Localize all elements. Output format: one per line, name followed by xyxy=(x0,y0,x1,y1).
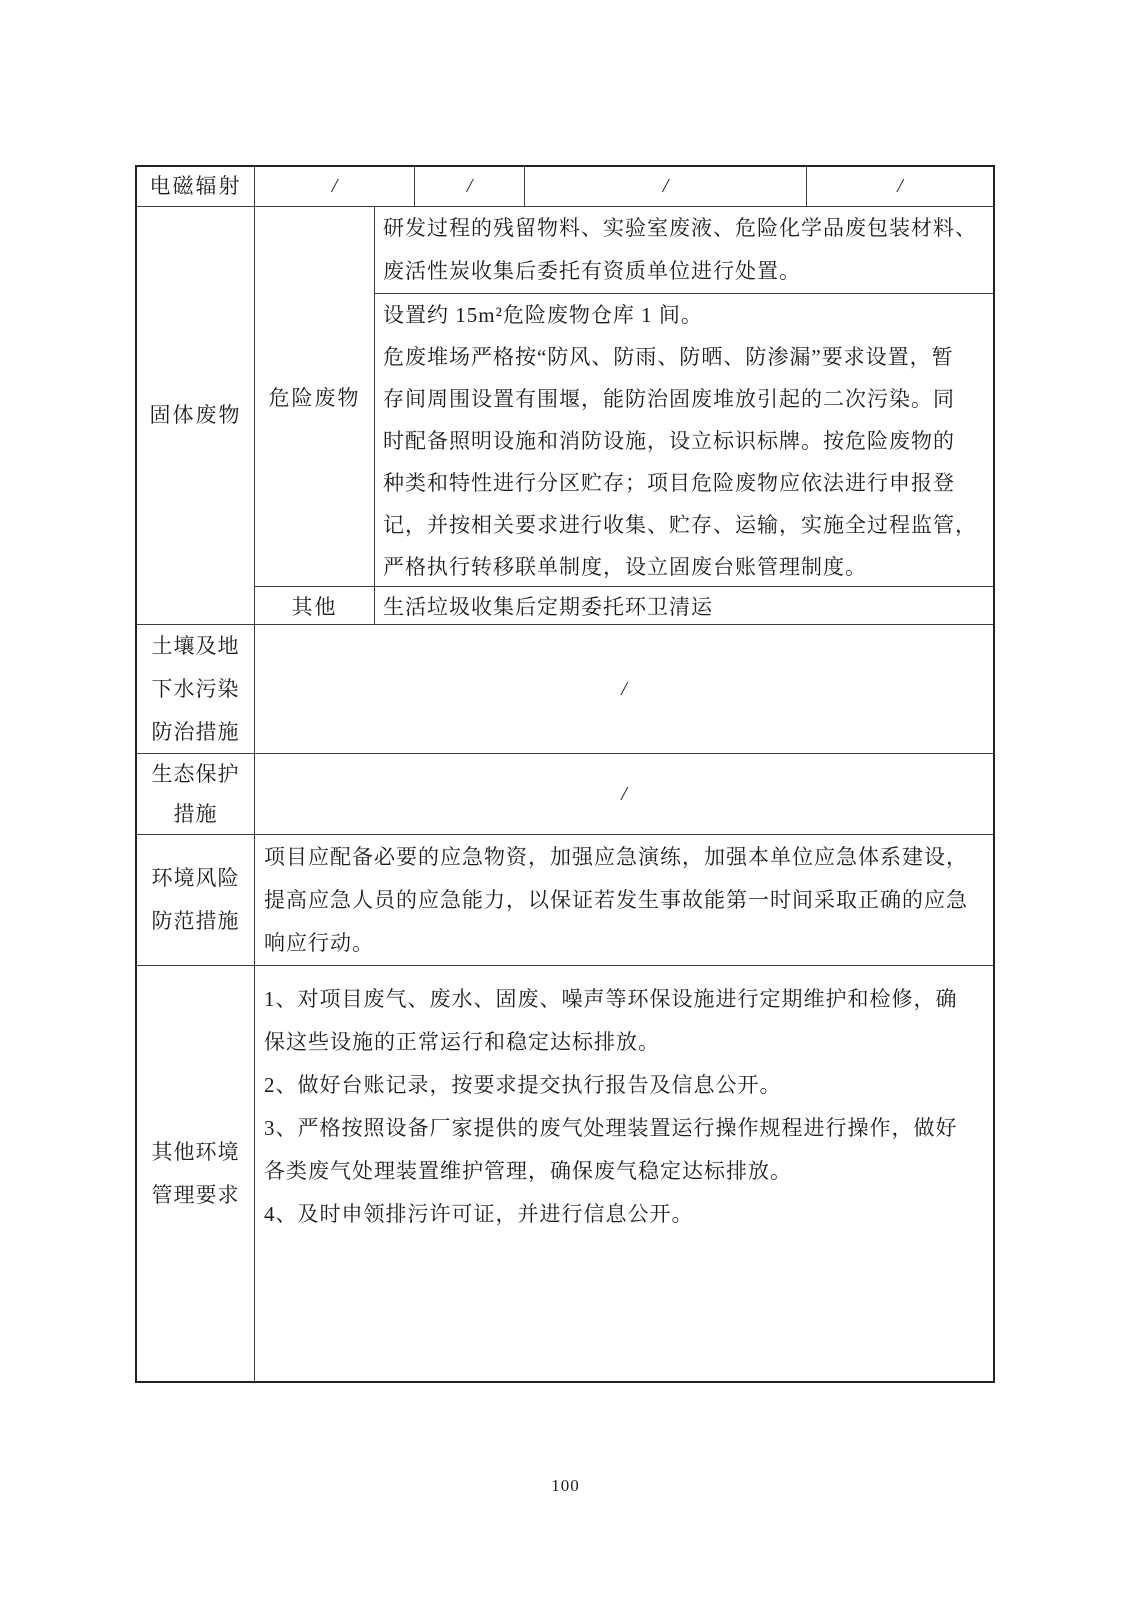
em-radiation-cell-2: / xyxy=(415,167,525,206)
page-number: 100 xyxy=(551,1476,580,1495)
other-mgmt-row xyxy=(137,966,993,1381)
solid-waste-row xyxy=(137,207,993,625)
other-mgmt-label: 其他环境 管理要求 xyxy=(137,966,255,1381)
em-radiation-cell-4: / xyxy=(897,175,903,197)
hazardous-waste-storage-cell: 设置约 15m²危险废物仓库 1 间。 危废堆场严格按“防风、防雨、防晒、防渗漏”要求设置，暂 存间周围设置有围堰，能防治固废堆放引起的二次污染。同 时配备照明设施和消防设施，设立标识标牌。按危险废物的 种类和特性进行分区贮存；项目危险废物应依法进行申报登 记，并按相关要求进行收集、贮存、运输，实施全过程监管， 严格执行转移联单制度，设立固废台账管理制度。 xyxy=(383,303,977,579)
env-risk-content: 项目应配备必要的应急物资，加强应急演练，加强本单位应急体系建设， 提高应急人员的应急能力，以保证若发生事故能第一时间采取正确的应急 响应行动。 xyxy=(264,844,968,955)
other-waste-label: 其他 xyxy=(255,587,375,624)
hazardous-waste-subrow xyxy=(255,207,993,587)
em-radiation-cell-3: / xyxy=(525,167,807,206)
ecology-content: / xyxy=(621,782,627,805)
soil-groundwater-label: 土壤及地 下水污染 防治措施 xyxy=(137,625,255,753)
ecology-label: 生态保护 措施 xyxy=(137,754,255,834)
other-waste-subrow xyxy=(255,587,993,624)
hazardous-waste-disposal-cell: 研发过程的残留物料、实验室废液、危险化学品废包装材料、 废活性炭收集后委托有资质单位进行处置。 xyxy=(375,207,993,294)
env-risk-label: 环境风险 防范措施 xyxy=(137,835,255,965)
other-mgmt-content: 1、对项目废气、废水、固废、噪声等环保设施进行定期维护和检修，确 保这些设施的正常运行和稳定达标排放。 2、做好台账记录，按要求提交执行报告及信息公开。 3、严格按照设备厂家提供的废气处理装置运行操作规程进行操作，做好 各类废气处理装置维护管理，确保废气稳定达标排放。 4、及时申领排污许可证，并进行信息公开。 xyxy=(264,987,958,1226)
em-radiation-cell-1: / xyxy=(255,167,415,206)
em-radiation-label: 电磁辐射 xyxy=(137,167,255,206)
hazardous-waste-label: 危险废物 xyxy=(255,207,375,586)
environmental-measures-table xyxy=(135,165,995,1383)
soil-groundwater-content: / xyxy=(621,677,627,700)
em-radiation-row xyxy=(137,167,993,207)
ecology-row xyxy=(137,754,993,835)
env-risk-row xyxy=(137,835,993,966)
other-waste-content: 生活垃圾收集后定期委托环卫清运 xyxy=(383,594,713,619)
soil-groundwater-row xyxy=(137,625,993,754)
solid-waste-label: 固体废物 xyxy=(137,207,255,624)
